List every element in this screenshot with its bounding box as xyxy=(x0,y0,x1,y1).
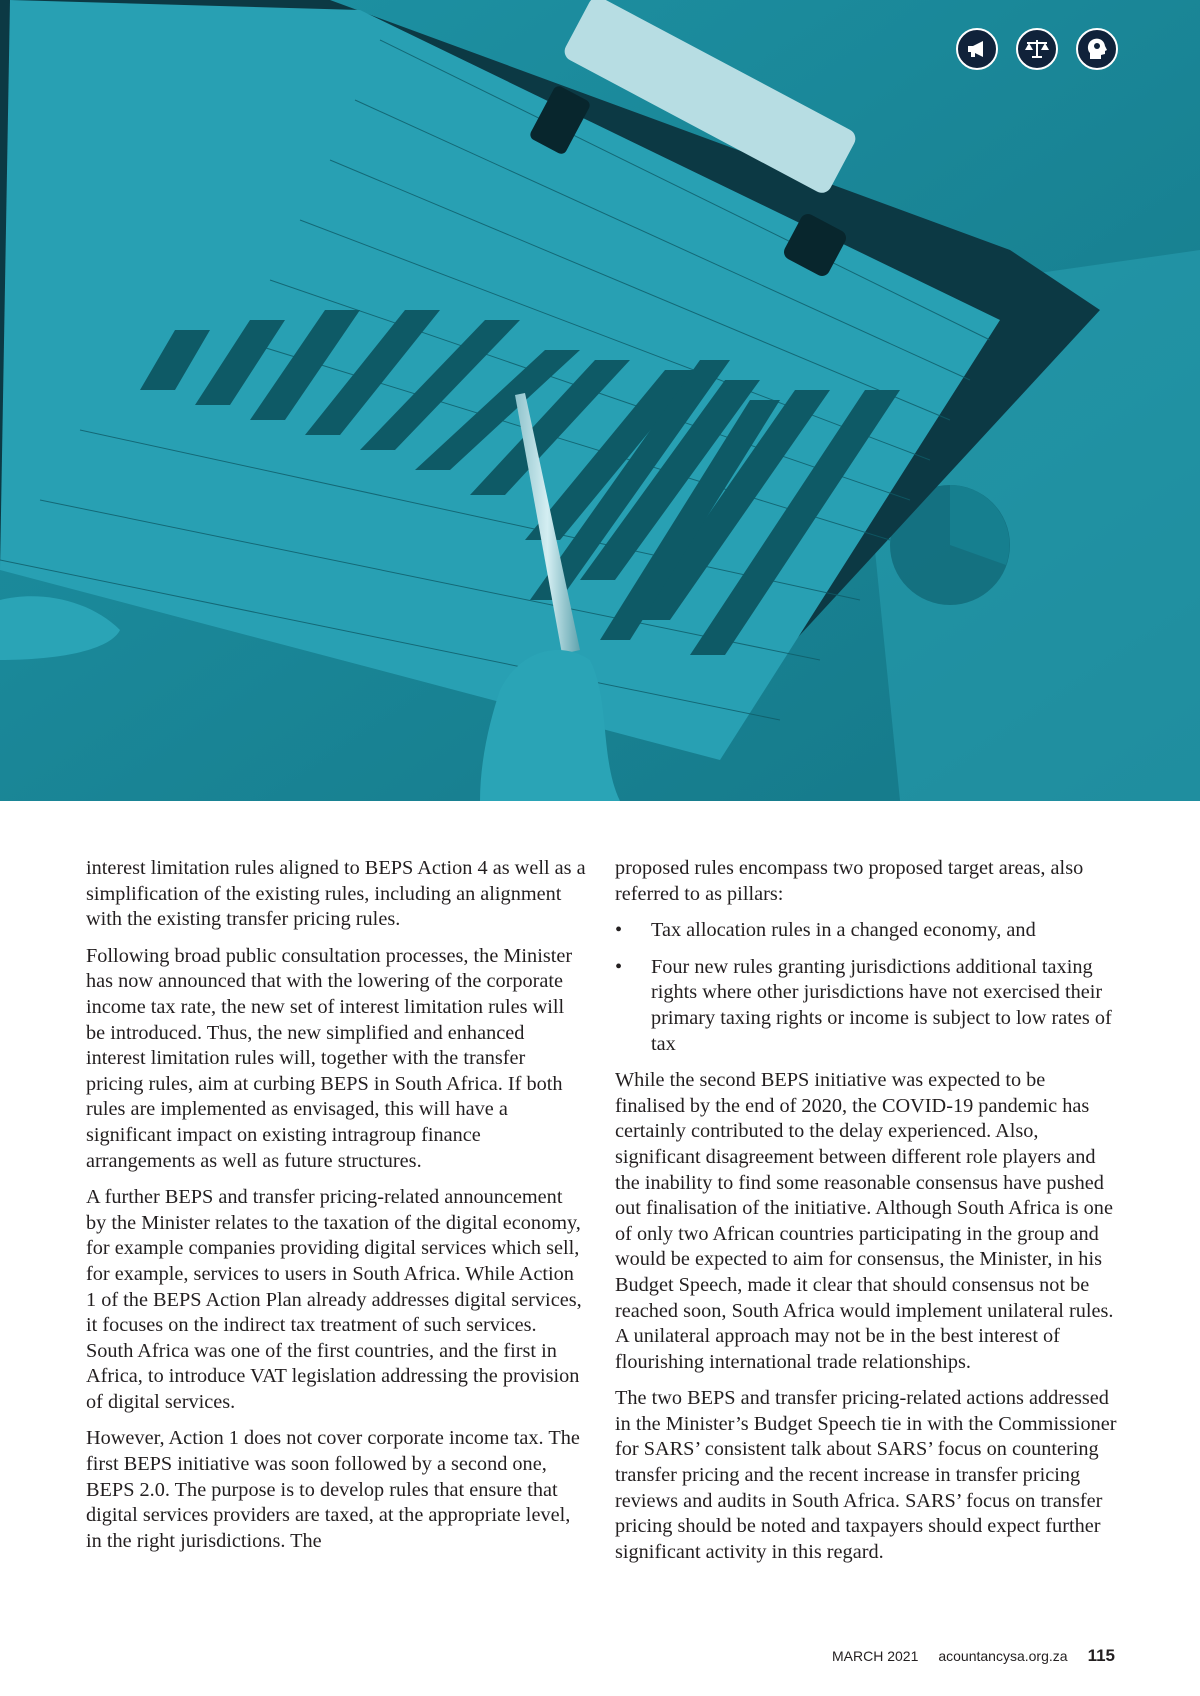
right-column xyxy=(615,856,1120,1576)
hero-image xyxy=(0,0,1200,801)
list-item-text: Four new rules granting jurisdictions additional taxing rights where other jurisdictions have not exercised their primary taxing rights or income is subject to low rates of tax xyxy=(651,955,1112,1055)
clipboard-chart-photo xyxy=(0,0,1200,801)
pillars-list xyxy=(615,918,1120,1057)
page-number: 115 xyxy=(1087,1646,1115,1665)
right-paragraph-2: The two BEPS and transfer pricing-related actions addressed in the Minister’s Budget Speech tie in with the Commissioner for SARS’ consistent talk about SARS’ focus on countering transfer pricing and the recent increase in transfer pricing reviews and audits in South Africa. SARS’ focus on transfer pricing should be noted and taxpayers should expect further significant activity in this regard. xyxy=(615,1387,1117,1563)
left-paragraph-4: However, Action 1 does not cover corporate income tax. The first BEPS initiative was soon followed by a second one, BEPS 2.0. The purpose is to develop rules that ensure that digital services providers are taxed, at the appropriate level, in the right jurisdictions. The xyxy=(86,1427,580,1552)
list-item-text: Tax allocation rules in a changed economy, and xyxy=(651,919,1036,942)
bullet-marker: • xyxy=(615,955,623,978)
right-paragraph-1: While the second BEPS initiative was expected to be finalised by the end of 2020, the COVID-19 pandemic has certainly contributed to the delay experienced. Also, significant disagreement between different role players and the inability to find some reasonable consensus have pushed out finalisation of the initiative. Although South Africa is one of only two African countries participating in the group and would be expected to aim for consensus, the Minister, in his Budget Speech, made it clear that should consensus not be reached soon, South Africa would implement unilateral rules. A unilateral approach may not be in the best interest of flourishing international trade relationships. xyxy=(615,1069,1114,1373)
head-profile-icon xyxy=(1076,28,1118,70)
page-footer xyxy=(832,1646,1115,1666)
left-paragraph-1: interest limitation rules aligned to BEPS Action 4 as well as a simplification of the existing rules, including an alignment with the existing transfer pricing rules. xyxy=(86,857,586,931)
megaphone-icon xyxy=(956,28,998,70)
left-column xyxy=(86,856,586,1565)
bullet-marker: • xyxy=(615,919,623,942)
list-item xyxy=(615,918,1120,944)
left-paragraph-2: Following broad public consultation processes, the Minister has now announced that with the lowering of the corporate income tax rate, the new set of interest limitation rules will be introduced. Thus, the new simplified and enhanced interest limitation rules will, together with the transfer pricing rules, aim at curbing BEPS in South Africa. If both rules are implemented as envisaged, this will have a significant impact on existing intragroup finance arrangements as well as future structures. xyxy=(86,944,573,1172)
website-link[interactable]: acountancysa.org.za xyxy=(938,1648,1068,1664)
list-item xyxy=(615,955,1120,1057)
issue-date: MARCH 2021 xyxy=(831,1648,919,1664)
right-intro: proposed rules encompass two proposed target areas, also referred to as pillars: xyxy=(615,857,1084,905)
scales-icon xyxy=(1016,28,1058,70)
left-paragraph-3: A further BEPS and transfer pricing-related announcement by the Minister relates to the taxation of the digital economy, for example companies providing digital services which sell, for example, services to users in South Africa. While Action 1 of the BEPS Action Plan already addresses digital services, it focuses on the indirect tax treatment of such services. South Africa was one of the first countries, and the first in Africa, to introduce VAT legislation addressing the provision of digital services. xyxy=(86,1186,582,1413)
